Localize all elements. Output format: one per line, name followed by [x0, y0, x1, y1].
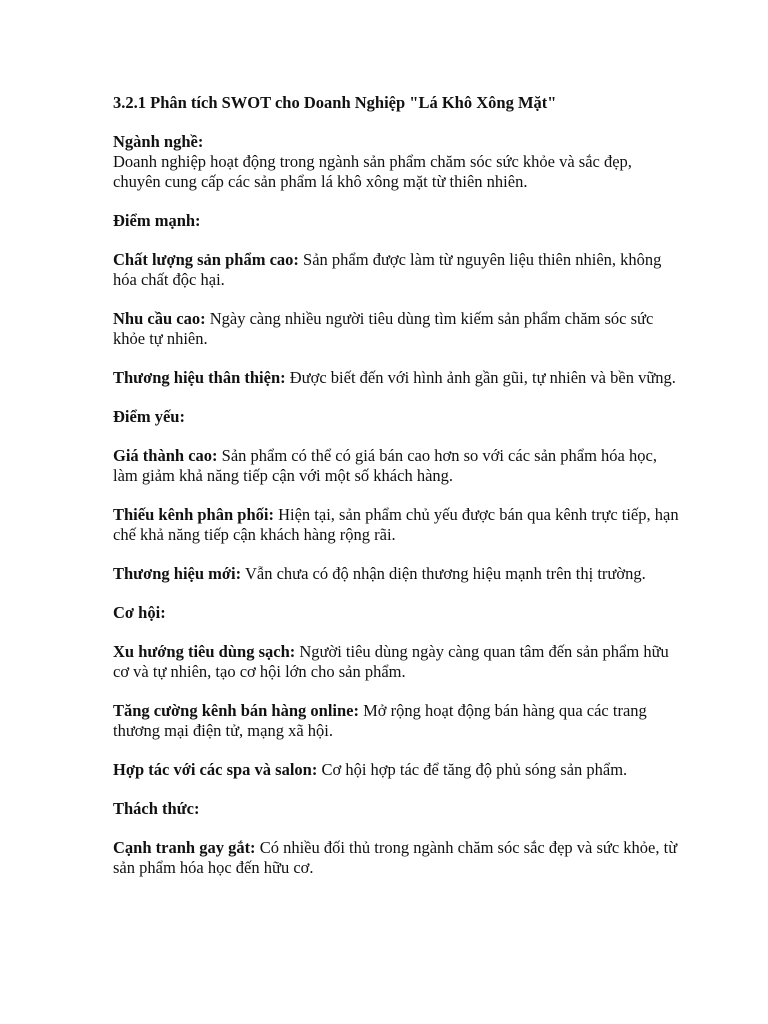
weakness-item [113, 564, 683, 584]
strength-item-label: Thương hiệu thân thiện: [113, 368, 286, 387]
document-title: 3.2.1 Phân tích SWOT cho Doanh Nghiệp "Lá Khô Xông Mặt" [113, 93, 557, 112]
opportunities-heading: Cơ hội: [113, 603, 166, 622]
strengths-heading: Điểm mạnh: [113, 211, 201, 230]
weakness-item-label: Thiếu kênh phân phối: [113, 505, 274, 524]
opportunity-item-label: Xu hướng tiêu dùng sạch: [113, 642, 296, 661]
industry-text: Doanh nghiệp hoạt động trong ngành sản phẩm chăm sóc sức khỏe và sắc đẹp, chuyên cung cấp các sản phẩm lá khô xông mặt từ thiên nhiên. [113, 152, 632, 191]
threats-heading: Thách thức: [113, 799, 200, 818]
weakness-item-text: Sản phẩm có thể có giá bán cao hơn so với các sản phẩm hóa học, làm giảm khả năng tiếp cận với một số khách hàng. [113, 446, 657, 485]
opportunity-item [113, 760, 683, 780]
opportunity-item-text: Mở rộng hoạt động bán hàng qua các trang thương mại điện tử, mạng xã hội. [113, 701, 647, 740]
strength-item [113, 368, 683, 388]
opportunity-item-text: Người tiêu dùng ngày càng quan tâm đến sản phẩm hữu cơ và tự nhiên, tạo cơ hội lớn cho sản phẩm. [113, 642, 669, 681]
industry-heading: Ngành nghề: [113, 132, 204, 151]
strength-item-text: Ngày càng nhiều người tiêu dùng tìm kiếm sản phẩm chăm sóc sức khỏe tự nhiên. [113, 309, 654, 348]
threat-item [113, 838, 683, 878]
opportunity-item-text: Cơ hội hợp tác để tăng độ phủ sóng sản phẩm. [317, 760, 628, 779]
opportunity-item [113, 701, 683, 741]
strength-item [113, 309, 683, 349]
strength-item-label: Nhu cầu cao: [113, 309, 206, 328]
weakness-item [113, 446, 683, 486]
weakness-item [113, 505, 683, 545]
weakness-item-text: Hiện tại, sản phẩm chủ yếu được bán qua kênh trực tiếp, hạn chế khả năng tiếp cận khách hàng rộng rãi. [113, 505, 679, 544]
weaknesses-heading: Điểm yếu: [113, 407, 185, 426]
strength-item [113, 250, 683, 290]
opportunity-item-label: Tăng cường kênh bán hàng online: [113, 701, 359, 720]
strength-item-text: Sản phẩm được làm từ nguyên liệu thiên nhiên, không hóa chất độc hại. [113, 250, 662, 289]
strength-item-label: Chất lượng sản phẩm cao: [113, 250, 299, 269]
opportunity-item [113, 642, 683, 682]
strength-item-text: Được biết đến với hình ảnh gần gũi, tự nhiên và bền vững. [285, 368, 676, 387]
opportunity-item-label: Hợp tác với các spa và salon: [113, 760, 318, 779]
threat-item-label: Cạnh tranh gay gắt: [113, 838, 256, 857]
document-page [113, 93, 683, 897]
weakness-item-label: Giá thành cao: [113, 446, 218, 465]
weakness-item-label: Thương hiệu mới: [113, 564, 242, 583]
weakness-item-text: Vẫn chưa có độ nhận diện thương hiệu mạnh trên thị trường. [241, 564, 646, 583]
threat-item-text: Có nhiều đối thủ trong ngành chăm sóc sắc đẹp và sức khỏe, từ sản phẩm hóa học đến hữu cơ. [113, 838, 678, 877]
